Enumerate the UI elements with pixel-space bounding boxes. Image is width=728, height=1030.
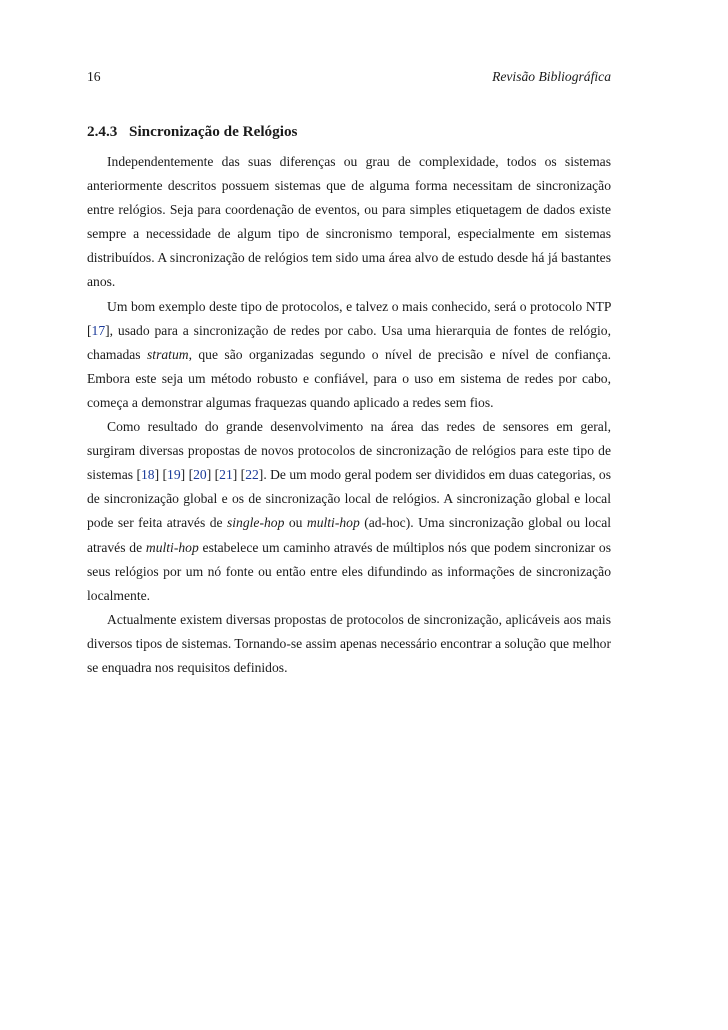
text-run: , que são organizadas segundo o nível de precisão e nível de confiança. Embora este seja um método robusto e confiável, para o uso em sistema de redes por cabo, começa a demonstrar algumas fraquezas quando aplicado a redes sem fios. [87, 346, 611, 410]
citation-link-20[interactable]: 20 [193, 467, 207, 483]
citation-link-18[interactable]: 18 [141, 467, 155, 483]
section-number: 2.4.3 [87, 123, 118, 140]
text-run: ou [284, 515, 307, 531]
bracket: ] [105, 322, 110, 338]
text-run: . De um modo geral podem ser divididos em duas categorias, os de sincronização global e os de sincronização local de relógios. A sincronização global e local pode ser feita através de [87, 467, 612, 531]
citation-link-22[interactable]: 22 [245, 467, 259, 483]
paragraph-4: Actualmente existem diversas propostas de protocolos de sincronização, aplicáveis aos mais diversos tipos de sistemas. Tornando-se assim apenas necessário encontrar a solução que melhor se enquadra nos requisitos definidos. [87, 611, 611, 675]
citation[interactable] [87, 323, 110, 338]
citation-link-21[interactable]: 21 [219, 467, 233, 483]
text-run: estabelece um caminho através de múltiplos nós que podem sincronizar os seus relógios por um nó fonte ou então entre eles difundindo as informações de sincronização localmente. [87, 539, 612, 603]
text-run: Um bom exemplo deste tipo de protocolos, e talvez o mais conhecido, será o protocolo NTP [107, 298, 611, 314]
page-number: 16 [87, 69, 101, 84]
text-run: , usado para a sincronização de redes por cabo. Usa uma hierarquia de fontes de relógio, chamadas [87, 322, 611, 362]
term-multi-hop: multi-hop [145, 539, 199, 555]
paragraph-1: Independentemente das suas diferenças ou grau de complexidade, todos os sistemas anteriormente descritos possuem sistemas que de alguma forma necessitam de sincronização entre relógios. Seja para coordenação de eventos, ou para simples etiquetagem de dados existe sempre a necessidade de algum tipo de sincronismo temporal, especialmente em sistemas distribuídos. A sincronização de relógios tem sido uma área alvo de estudo desde há já bastantes anos. [87, 154, 611, 290]
term-multi-hop: multi-hop [306, 515, 360, 531]
paragraph-3: Como resultado do grande desenvolvimento na área das redes de sensores em geral, surgiram diversas propostas de novos protocolos de sincronização de relógios para este tipo de sistemas [18] [19] [20] [21] [22]. De um modo geral podem ser divididos em duas categorias, os de sincronização global e os de sincronização local de relógios. A sincronização global e local pode ser feita através de single-hop ou multi-hop (ad-hoc). Uma sincronização global ou local através de multi-hop estabelece um caminho através de múltiplos nós que podem sincronizar os seus relógios por um nó fonte ou então entre eles difundindo as informações de sincronização localmente. [87, 419, 612, 603]
citation-link-19[interactable]: 19 [167, 467, 181, 483]
text-run: Como resultado do grande desenvolvimento na área das redes de sensores em geral, surgiram diversas propostas de novos protocolos de sincronização de relógios para este tipo de sistemas [87, 419, 611, 483]
paragraph-2 [87, 295, 611, 415]
citation-link-17[interactable]: 17 [91, 322, 106, 338]
chapter-title: Revisão Bibliográfica [492, 69, 611, 84]
term-stratum: stratum [147, 346, 189, 362]
section-body [87, 150, 611, 680]
term-single-hop: single-hop [226, 515, 285, 531]
bracket: [ [87, 322, 92, 338]
text-run: (ad-hoc). Uma sincronização global ou local através de [87, 515, 612, 555]
running-head [87, 68, 611, 86]
section-heading [87, 122, 611, 142]
section-title: Sincronização de Relógios [129, 123, 298, 140]
document-page [87, 68, 611, 680]
